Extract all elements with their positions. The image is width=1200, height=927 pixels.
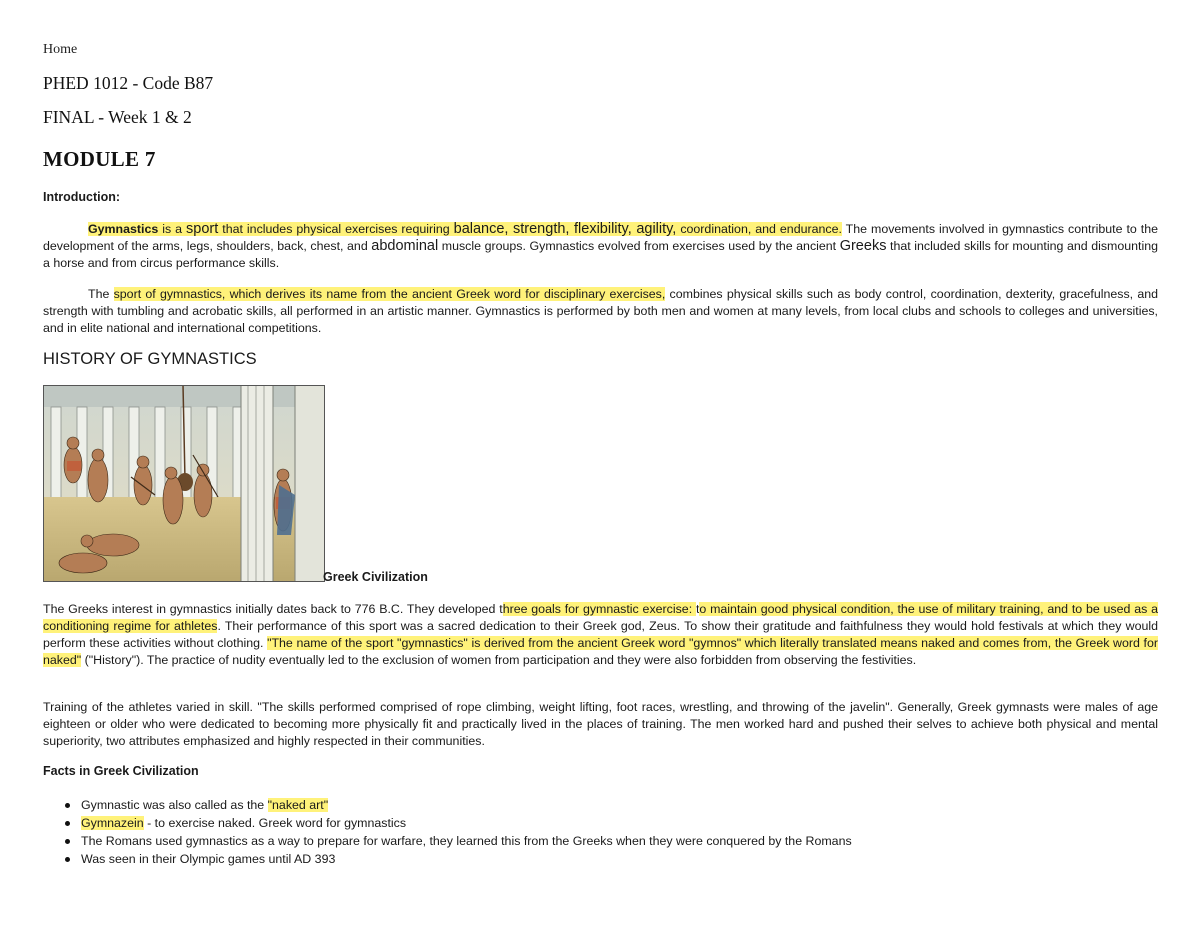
text-segment: Gymnastic was also called as the — [81, 798, 268, 812]
text-segment: muscle groups. Gymnastics evolved from exercises used by the ancient — [438, 239, 840, 253]
facts-list — [43, 796, 852, 868]
text-segment: combines physical skills such as body control, coordination, dexterity, gracefulness, and strength with tumbling and acrobatic skills, all performed in an artistic manner. Gymnastics is performed by both men and women at many levels, from local clubs and schools to colleges and universities, and in elite national and international competitions. — [43, 287, 1159, 335]
abdominal-word: abdominal — [371, 238, 439, 254]
intro-paragraph-2 — [43, 286, 1158, 337]
text-segment: The Greeks interest in gymnastics initially dates back to 776 B.C. They developed t — [43, 602, 503, 616]
text-segment: The — [88, 287, 114, 301]
greek-gymnasium-illustration — [43, 385, 325, 582]
sport-word: sport — [186, 221, 219, 237]
highlight-goals: hree goals for gymnastic exercise: — [502, 602, 696, 616]
home-link[interactable]: Home — [43, 42, 78, 57]
intro-paragraph-1 — [43, 221, 1158, 272]
figure-caption: Greek Civilization — [323, 570, 428, 584]
history-heading: HISTORY OF GYMNASTICS — [43, 350, 257, 368]
text-segment: that included skills for mounting and dismounting a horse and from circus performance skills. — [43, 239, 1159, 270]
text-segment: that includes physical exercises requiring — [218, 222, 454, 236]
facts-heading: Facts in Greek Civilization — [43, 764, 199, 778]
term-title: FINAL - Week 1 & 2 — [43, 107, 192, 127]
text-segment: coordination, and endurance. — [676, 222, 842, 236]
history-paragraph-2: Training of the athletes varied in skill. "The skills performed comprised of rope climbing, weight lifting, foot races, wrestling, and throwing of the javelin". Generally, Greek gymnasts were males of age eighteen or older who were dedicated to becoming more physically fit and practically lived in the places of training. The men worked hard and pushed their selves to achieve both physical and mental superiority, two attributes emphasized and highly respected in their communities. — [43, 700, 1158, 748]
text-segment: - to exercise naked. Greek word for gymnastics — [143, 816, 407, 830]
list-item — [43, 814, 852, 832]
history-paragraph-1 — [43, 601, 1158, 669]
illustration-svg — [43, 385, 325, 582]
introduction-heading: Introduction: — [43, 190, 121, 204]
list-item — [43, 796, 852, 814]
qualities-list: balance, strength, flexibility, agility, — [453, 221, 677, 237]
text-segment: is a — [158, 222, 187, 236]
course-title: PHED 1012 - Code B87 — [43, 73, 214, 93]
list-item: The Romans used gymnastics as a way to prepare for warfare, they learned this from the Greeks when they were conquered by the Romans — [43, 832, 852, 850]
text-segment: ("History"). The practice of nudity eventually led to the exclusion of women from participation and they were also forbidden from observing the festivities. — [81, 653, 917, 667]
text-segment: The movements involved in gymnastics contribute to the development of the arms, legs, shoulders, back, chest, and — [43, 222, 1158, 253]
highlight-goals-list: o maintain good physical condition, the use of military training, and to be used as a conditioning regime for athletes — [43, 602, 1158, 633]
highlight-gymnazein: Gymnazein — [81, 816, 144, 830]
module-title: MODULE 7 — [43, 147, 156, 171]
greeks-word: Greeks — [839, 238, 887, 254]
gymnastics-bold: Gymnastics — [88, 222, 159, 236]
highlight-gymnos: "The name of the sport "gymnastics" is derived from the ancient Greek word "gymnos" which literally translated means naked and comes from, the Greek word for naked" — [43, 636, 1158, 667]
highlight-etymology: sport of gymnastics, which derives its name from the ancient Greek word for disciplinary exercises, — [113, 287, 666, 301]
list-item: Was seen in their Olympic games until AD 393 — [43, 850, 852, 868]
text-segment: t — [695, 602, 700, 616]
text-segment: . Their performance of this sport was a sacred dedication to their Greek god, Zeus. To show their gratitude and faithfulness they would hold festivals at which they would perform these activities without clothing. — [43, 619, 1158, 650]
highlight-naked-art: "naked art" — [267, 798, 329, 812]
highlight-definition — [88, 222, 842, 236]
